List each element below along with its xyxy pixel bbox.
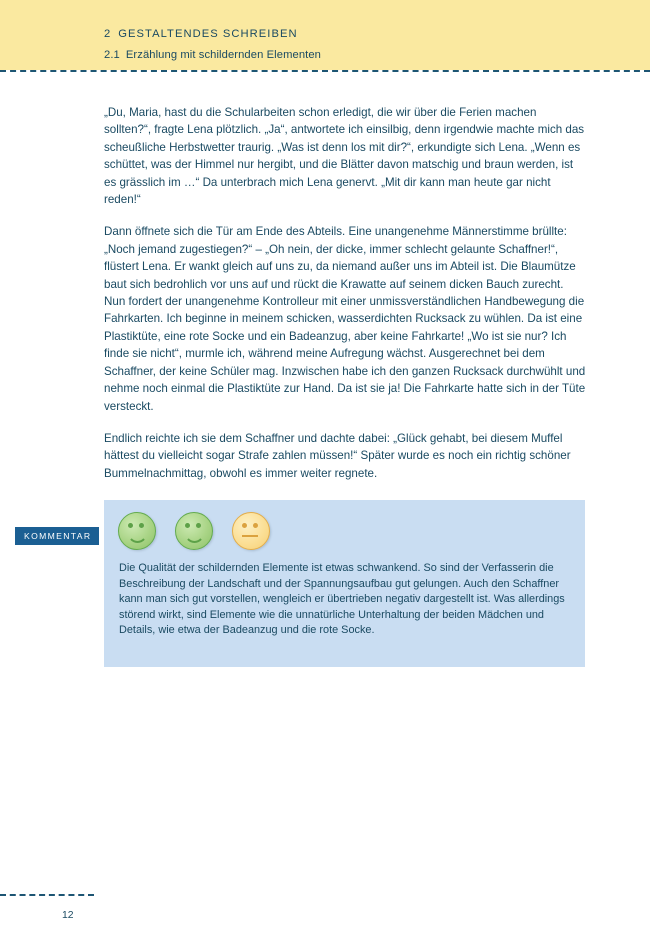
smiley-happy-icon (175, 512, 213, 550)
comment-text: Die Qualität der schildernden Elemente ist etwas schwankend. So sind der Verfasserin die Beschreibung der Landschaft und der Spannungsaufbau gut gelungen. Auch den Schaffner kann man sich gut vorstellen, wengleich er übertrieben negativ dargestellt ist. Was allerdings störend wirkt, sind Elemente wie die unnatürliche Unterhaltung der beiden Mädchen und Details, wie etwa der Badeanzug und die rote Socke. (119, 562, 565, 637)
smiley-eye-right (196, 523, 201, 528)
article-body (104, 104, 586, 482)
body-paragraph-3: Endlich reichte ich sie dem Schaffner und dachte dabei: „Glück gehabt, bei diesem Muffel hättest du vielleicht sogar Strafe zahlen müssen!“ Später wurde es noch ein richtig schöner Bummelnachmittag, obwohl es immer weiter regnete. (104, 431, 571, 480)
page-header-band (0, 0, 650, 70)
smiley-happy-icon (118, 512, 156, 550)
rating-smiley-row (118, 512, 270, 550)
smiley-eye-left (128, 523, 133, 528)
header-divider-dashed (0, 70, 650, 72)
section-heading (104, 47, 321, 63)
body-paragraph-1: „Du, Maria, hast du die Schularbeiten schon erledigt, die wir über die Ferien machen sollten?“, fragte Lena plötzlich. „Ja“, antwortete ich einsilbig, denn irgendwie machte mich das scheußliche Herbstwetter traurig. „Was ist denn los mit dir?“, erkundigte sich Lena. „Wenn es schüttet, was der Himmel nur hergibt, und die Blätter davon matschig und braun werden, ist es grässlich im …“ Da unterbrach mich Lena genervt. „Mit dir kann man heute gar nicht reden!“ (104, 106, 585, 207)
footer-divider-dashed (0, 894, 94, 896)
smiley-eye-left (242, 523, 247, 528)
chapter-heading (104, 26, 321, 42)
smiley-eye-left (185, 523, 190, 528)
comment-section (0, 500, 650, 670)
smiley-mouth-flat (242, 535, 258, 537)
smiley-eye-right (139, 523, 144, 528)
smiley-neutral-icon (232, 512, 270, 550)
body-paragraph-2: Dann öffnete sich die Tür am Ende des Abteils. Eine unangenehme Männerstimme brüllte: „Noch jemand zugestiegen?“ – „Oh nein, der dicke, immer schlecht gelaunte Schaffner!“, flüstert Lena. Er wankt gleich auf uns zu, da niemand außer uns im Abteil ist. Die Blaumütze baut sich bedrohlich vor uns auf und rückt die Krawatte auf seinem dicken Bauch zurecht. Nun fordert der unangenehme Kontrolleur mit einer unmissverständlichen Handbewegung die Fahrkarten. Ich beginne in meinem schicken, wasserdichten Rucksack zu wühlen. Da ist eine Plastiktüte, eine rote Socke und ein Badeanzug, aber keine Fahrkarte! „Wo ist sie nur? Ich finde sie nicht“, murmle ich, während meine Aufregung wächst. Ausgerechnet bei dem Schaffner, der keine Schüler mag. Inzwischen habe ich den ganzen Rucksack durchwühlt und nehme noch einmal die Plastiktüte zur Hand. Da ist sie ja! Die Fahrkarte hatte sich in der Tüte versteckt. (104, 225, 586, 413)
kommentar-badge: KOMMENTAR (15, 527, 99, 545)
smiley-eye-right (253, 523, 258, 528)
section-title: Erzählung mit schildernden Elementen (125, 49, 321, 61)
smiley-mouth-smile (127, 529, 148, 543)
smiley-mouth-smile (184, 529, 205, 543)
chapter-number: 2 (104, 28, 112, 40)
chapter-title: GESTALTENDES SCHREIBEN (118, 28, 298, 40)
comment-box (104, 500, 585, 667)
section-number: 2.1 (104, 49, 120, 61)
header-titles (104, 26, 321, 63)
page-number: 12 (62, 910, 74, 921)
